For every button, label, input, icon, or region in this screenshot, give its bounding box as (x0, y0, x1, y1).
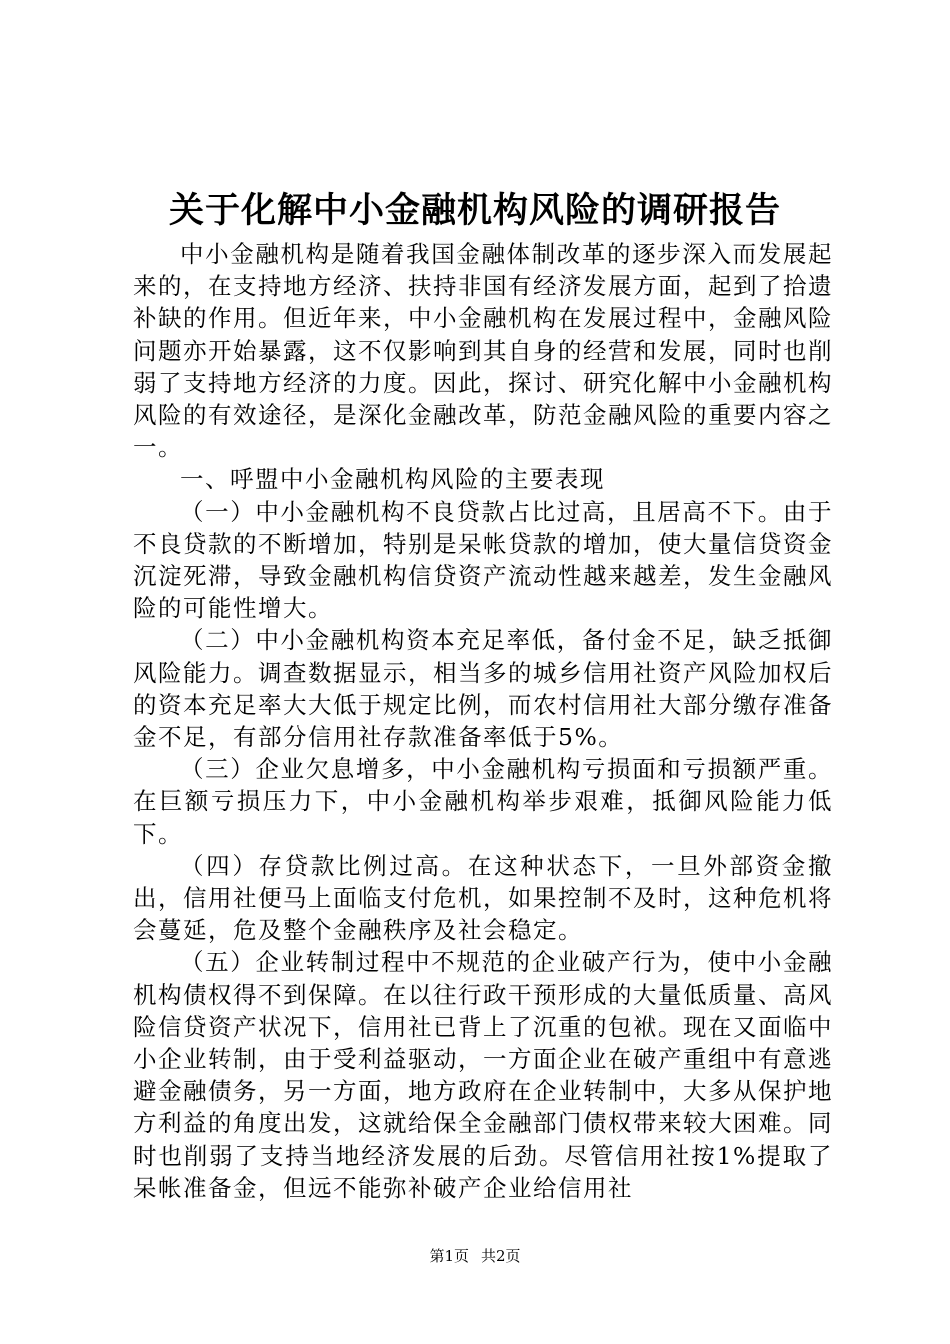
page-total: 共2页 (481, 1247, 521, 1265)
body-paragraph-4: （四）存贷款比例过高。在这种状态下，一旦外部资金撤出，信用社便马上面临支付危机，如果控制不及时，这种危机将会蔓延，危及整个金融秩序及社会稳定。 (133, 851, 833, 945)
intro-paragraph: 中小金融机构是随着我国金融体制改革的逐步深入而发展起来的，在支持地方经济、扶持非国有经济发展方面，起到了拾遗补缺的作用。但近年来，中小金融机构在发展过程中，金融风险问题亦开始暴露，这不仅影响到其自身的经营和发展，同时也削弱了支持地方经济的力度。因此，探讨、研究化解中小金融机构风险的有效途径，是深化金融改革，防范金融风险的重要内容之一。 (133, 240, 833, 462)
page-footer (0, 1244, 950, 1268)
section-heading: 一、呼盟中小金融机构风险的主要表现 (180, 465, 605, 494)
body-paragraph-1: （一）中小金融机构不良贷款占比过高，且居高不下。由于不良贷款的不断增加，特别是呆帐贷款的增加，使大量信贷资金沉淀死滞，导致金融机构信贷资产流动性越来越差，发生金融风险的可能性增大。 (133, 497, 833, 623)
body-paragraph-2: （二）中小金融机构资本充足率低，备付金不足，缺乏抵御风险能力。调查数据显示，相当多的城乡信用社资产风险加权后的资本充足率大大低于规定比例，而农村信用社大部分缴存准备金不足，有部分信用社存款准备率低于5%。 (133, 626, 833, 752)
document-body (133, 238, 833, 1204)
page-number: 第1页 (429, 1247, 469, 1265)
document-title: 关于化解中小金融机构风险的调研报告 (168, 190, 781, 231)
body-paragraph-5: （五）企业转制过程中不规范的企业破产行为，使中小金融机构债权得不到保障。在以往行政干预形成的大量低质量、高风险信贷资产状况下，信用社已背上了沉重的包袱。现在又面临中小企业转制，由于受利益驱动，一方面企业在破产重组中有意逃避金融债务，另一方面，地方政府在企业转制中，大多从保护地方利益的角度出发，这就给保全金融部门债权带来较大困难。同时也削弱了支持当地经济发展的后劲。尽管信用社按1%提取了呆帐准备金，但远不能弥补破产企业给信用社 (133, 948, 833, 1202)
body-paragraph-3: （三）企业欠息增多，中小金融机构亏损面和亏损额严重。在巨额亏损压力下，中小金融机构举步艰难，抵御风险能力低下。 (133, 755, 833, 848)
